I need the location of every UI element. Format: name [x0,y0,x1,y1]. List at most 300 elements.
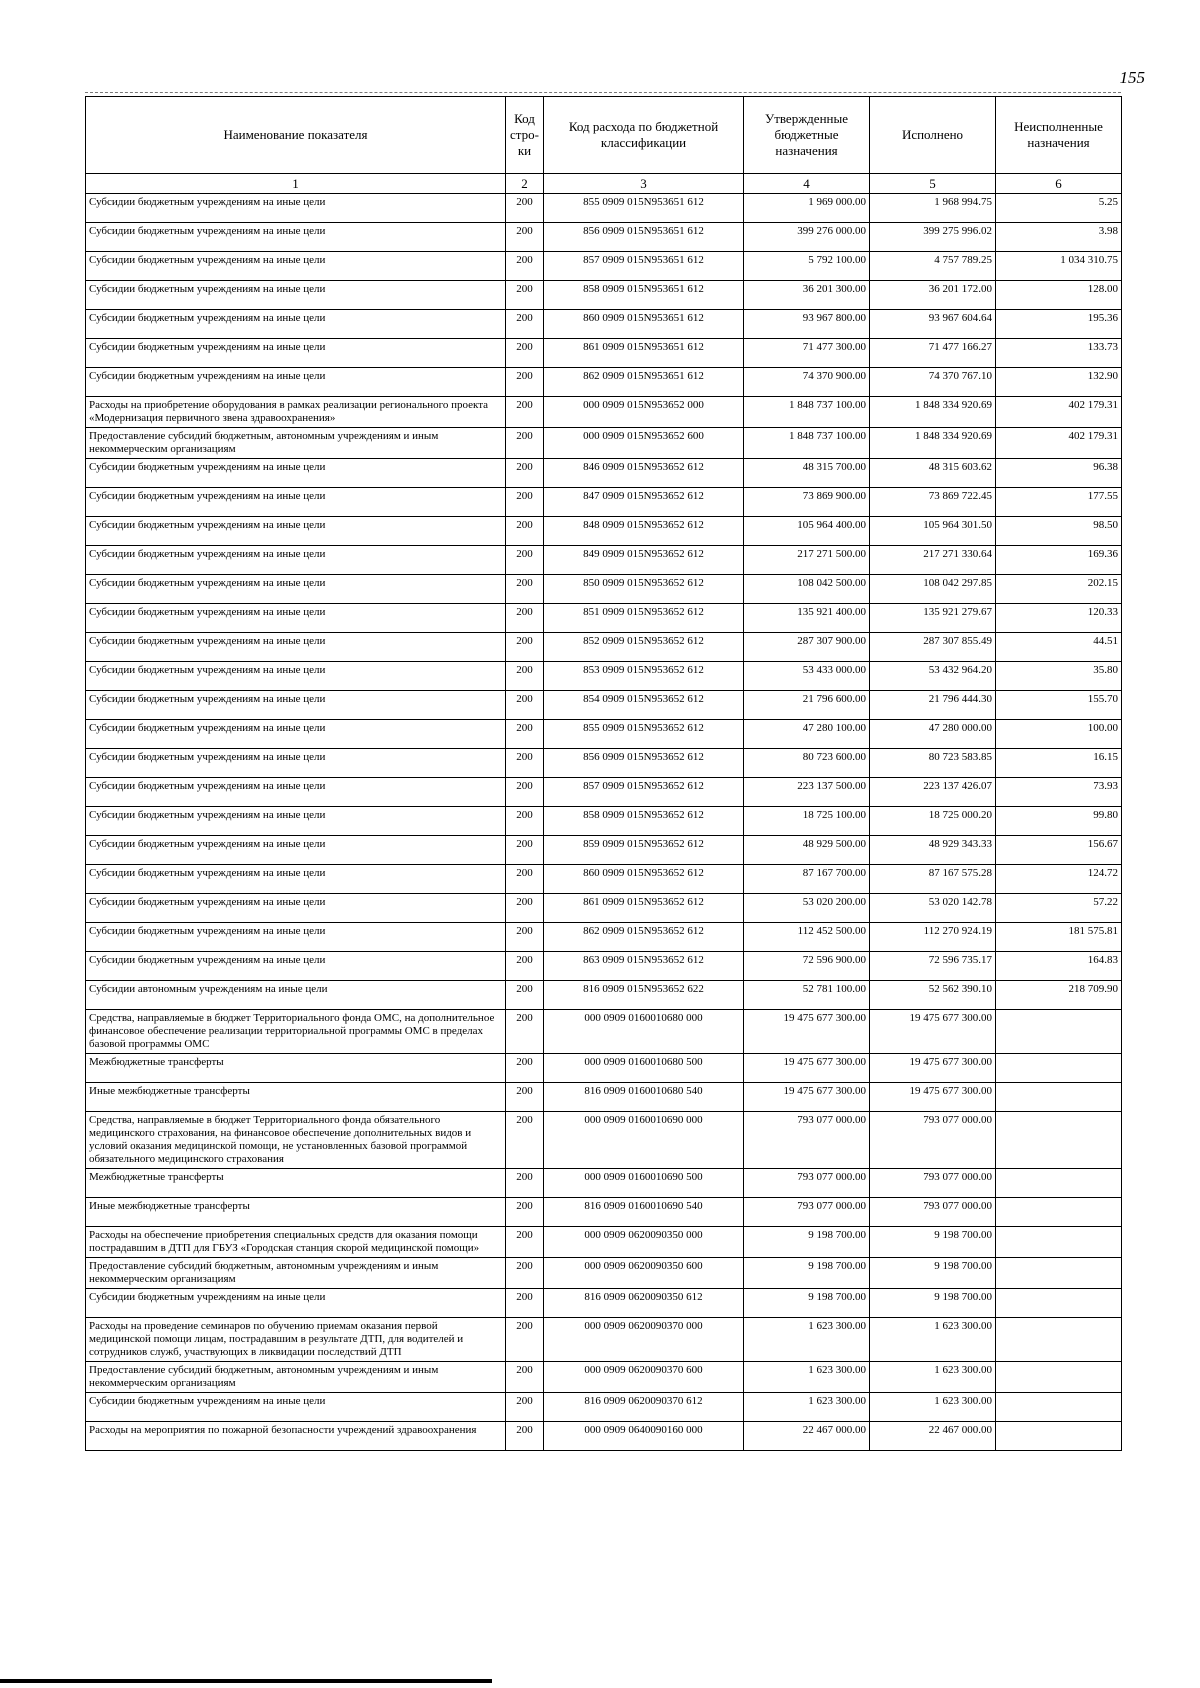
row-executed-amount: 105 964 301.50 [870,517,996,546]
row-unexecuted-amount: 1 034 310.75 [996,252,1122,281]
row-unexecuted-amount [996,1054,1122,1083]
row-indicator-name: Межбюджетные трансферты [86,1169,506,1198]
row-indicator-name: Субсидии бюджетным учреждениям на иные цели [86,459,506,488]
header-line-code: Код стро-ки [506,97,544,174]
table-row [86,1227,1122,1258]
row-budget-code: 859 0909 015N953652 612 [544,836,744,865]
row-approved-amount: 36 201 300.00 [744,281,870,310]
row-approved-amount: 399 276 000.00 [744,223,870,252]
row-unexecuted-amount: 202.15 [996,575,1122,604]
table-row [86,1422,1122,1451]
header-indicator-name: Наименование показателя [86,97,506,174]
row-budget-code: 816 0909 015N953652 622 [544,981,744,1010]
row-executed-amount: 287 307 855.49 [870,633,996,662]
row-approved-amount: 48 929 500.00 [744,836,870,865]
row-unexecuted-amount: 402 179.31 [996,428,1122,459]
row-approved-amount: 5 792 100.00 [744,252,870,281]
table-row [86,546,1122,575]
row-line-code: 200 [506,1258,544,1289]
row-executed-amount: 793 077 000.00 [870,1198,996,1227]
row-executed-amount: 93 967 604.64 [870,310,996,339]
row-indicator-name: Субсидии автономным учреждениям на иные цели [86,981,506,1010]
row-unexecuted-amount: 16.15 [996,749,1122,778]
row-executed-amount: 53 020 142.78 [870,894,996,923]
row-executed-amount: 135 921 279.67 [870,604,996,633]
row-approved-amount: 18 725 100.00 [744,807,870,836]
row-unexecuted-amount: 35.80 [996,662,1122,691]
row-unexecuted-amount: 100.00 [996,720,1122,749]
row-line-code: 200 [506,310,544,339]
table-row [86,604,1122,633]
row-line-code: 200 [506,836,544,865]
row-line-code: 200 [506,546,544,575]
header-unexecuted: Неисполненные назначения [996,97,1122,174]
row-unexecuted-amount [996,1289,1122,1318]
row-budget-code: 861 0909 015N953652 612 [544,894,744,923]
row-approved-amount: 53 433 000.00 [744,662,870,691]
table-row [86,1362,1122,1393]
row-approved-amount: 73 869 900.00 [744,488,870,517]
row-approved-amount: 80 723 600.00 [744,749,870,778]
row-approved-amount: 21 796 600.00 [744,691,870,720]
column-number: 5 [870,174,996,194]
row-indicator-name: Субсидии бюджетным учреждениям на иные цели [86,1289,506,1318]
row-line-code: 200 [506,981,544,1010]
row-budget-code: 000 0909 0620090370 000 [544,1318,744,1362]
row-unexecuted-amount: 44.51 [996,633,1122,662]
row-line-code: 200 [506,281,544,310]
row-budget-code: 862 0909 015N953651 612 [544,368,744,397]
row-budget-code: 000 0909 0620090350 000 [544,1227,744,1258]
row-line-code: 200 [506,517,544,546]
row-executed-amount: 793 077 000.00 [870,1169,996,1198]
table-row [86,488,1122,517]
table-row [86,310,1122,339]
row-indicator-name: Субсидии бюджетным учреждениям на иные цели [86,749,506,778]
row-unexecuted-amount: 3.98 [996,223,1122,252]
row-approved-amount: 1 848 737 100.00 [744,397,870,428]
row-indicator-name: Иные межбюджетные трансферты [86,1083,506,1112]
row-unexecuted-amount [996,1010,1122,1054]
row-approved-amount: 22 467 000.00 [744,1422,870,1451]
table-row [86,691,1122,720]
row-line-code: 200 [506,1362,544,1393]
row-unexecuted-amount: 156.67 [996,836,1122,865]
page-number: 155 [1119,68,1145,87]
row-line-code: 200 [506,952,544,981]
row-approved-amount: 135 921 400.00 [744,604,870,633]
budget-execution-table [85,96,1122,1451]
row-executed-amount: 74 370 767.10 [870,368,996,397]
row-executed-amount: 1 848 334 920.69 [870,428,996,459]
row-executed-amount: 1 968 994.75 [870,194,996,223]
row-budget-code: 857 0909 015N953651 612 [544,252,744,281]
row-budget-code: 858 0909 015N953651 612 [544,281,744,310]
header-approved: Утвержденные бюджетные назначения [744,97,870,174]
table-row [86,1393,1122,1422]
row-line-code: 200 [506,720,544,749]
row-budget-code: 816 0909 0160010690 540 [544,1198,744,1227]
row-line-code: 200 [506,1169,544,1198]
row-line-code: 200 [506,488,544,517]
row-budget-code: 847 0909 015N953652 612 [544,488,744,517]
row-budget-code: 851 0909 015N953652 612 [544,604,744,633]
table-row [86,1054,1122,1083]
table-row [86,807,1122,836]
row-budget-code: 856 0909 015N953651 612 [544,223,744,252]
row-executed-amount: 21 796 444.30 [870,691,996,720]
row-approved-amount: 1 623 300.00 [744,1318,870,1362]
row-line-code: 200 [506,1393,544,1422]
row-approved-amount: 1 623 300.00 [744,1393,870,1422]
row-line-code: 200 [506,923,544,952]
row-indicator-name: Субсидии бюджетным учреждениям на иные цели [86,575,506,604]
row-executed-amount: 48 315 603.62 [870,459,996,488]
row-indicator-name: Субсидии бюджетным учреждениям на иные цели [86,281,506,310]
row-budget-code: 854 0909 015N953652 612 [544,691,744,720]
row-budget-code: 000 0909 0620090350 600 [544,1258,744,1289]
row-executed-amount: 793 077 000.00 [870,1112,996,1169]
table-row [86,981,1122,1010]
row-line-code: 200 [506,662,544,691]
row-unexecuted-amount [996,1198,1122,1227]
row-line-code: 200 [506,1198,544,1227]
row-executed-amount: 1 623 300.00 [870,1393,996,1422]
row-executed-amount: 36 201 172.00 [870,281,996,310]
row-indicator-name: Субсидии бюджетным учреждениям на иные цели [86,691,506,720]
row-line-code: 200 [506,1054,544,1083]
row-indicator-name: Субсидии бюджетным учреждениям на иные цели [86,836,506,865]
row-budget-code: 000 0909 0160010690 000 [544,1112,744,1169]
row-indicator-name: Средства, направляемые в бюджет Территориального фонда ОМС, на дополнительное финансовое обеспечение реализации территориальной программы ОМС в пределах базовой программы ОМС [86,1010,506,1054]
row-executed-amount: 399 275 996.02 [870,223,996,252]
row-budget-code: 849 0909 015N953652 612 [544,546,744,575]
row-unexecuted-amount [996,1112,1122,1169]
row-approved-amount: 87 167 700.00 [744,865,870,894]
row-indicator-name: Средства, направляемые в бюджет Территориального фонда обязательного медицинского страхования, на финансовое обеспечение дополнительных видов и условий оказания медицинской помощи, не установленных базовой программой обязательного медицинского страхования [86,1112,506,1169]
row-budget-code: 852 0909 015N953652 612 [544,633,744,662]
row-unexecuted-amount: 96.38 [996,459,1122,488]
row-line-code: 200 [506,1083,544,1112]
row-approved-amount: 71 477 300.00 [744,339,870,368]
row-budget-code: 000 0909 015N953652 600 [544,428,744,459]
row-unexecuted-amount: 73.93 [996,778,1122,807]
row-executed-amount: 9 198 700.00 [870,1227,996,1258]
row-executed-amount: 22 467 000.00 [870,1422,996,1451]
row-budget-code: 855 0909 015N953652 612 [544,720,744,749]
row-indicator-name: Субсидии бюджетным учреждениям на иные цели [86,778,506,807]
row-line-code: 200 [506,459,544,488]
row-indicator-name: Предоставление субсидий бюджетным, автономным учреждениям и иным некоммерческим организациям [86,1258,506,1289]
row-approved-amount: 105 964 400.00 [744,517,870,546]
table-row [86,720,1122,749]
bottom-line [0,1679,492,1683]
row-budget-code: 850 0909 015N953652 612 [544,575,744,604]
header-row [86,97,1122,174]
row-unexecuted-amount: 57.22 [996,894,1122,923]
row-indicator-name: Предоставление субсидий бюджетным, автономным учреждениям и иным некоммерческим организациям [86,1362,506,1393]
row-budget-code: 000 0909 0640090160 000 [544,1422,744,1451]
row-executed-amount: 9 198 700.00 [870,1289,996,1318]
table-row [86,1010,1122,1054]
table-row [86,633,1122,662]
row-line-code: 200 [506,865,544,894]
row-executed-amount: 217 271 330.64 [870,546,996,575]
row-budget-code: 000 0909 0160010680 500 [544,1054,744,1083]
row-indicator-name: Субсидии бюджетным учреждениям на иные цели [86,546,506,575]
row-line-code: 200 [506,339,544,368]
row-unexecuted-amount: 128.00 [996,281,1122,310]
row-line-code: 200 [506,894,544,923]
row-approved-amount: 9 198 700.00 [744,1227,870,1258]
row-line-code: 200 [506,194,544,223]
table-row [86,575,1122,604]
row-budget-code: 816 0909 0160010680 540 [544,1083,744,1112]
row-unexecuted-amount: 120.33 [996,604,1122,633]
table-row [86,368,1122,397]
row-executed-amount: 1 848 334 920.69 [870,397,996,428]
row-executed-amount: 73 869 722.45 [870,488,996,517]
row-line-code: 200 [506,575,544,604]
row-executed-amount: 80 723 583.85 [870,749,996,778]
row-line-code: 200 [506,807,544,836]
row-approved-amount: 793 077 000.00 [744,1169,870,1198]
row-line-code: 200 [506,778,544,807]
row-budget-code: 000 0909 0160010680 000 [544,1010,744,1054]
table-row [86,1198,1122,1227]
row-approved-amount: 19 475 677 300.00 [744,1054,870,1083]
top-rule [85,92,1121,93]
header-executed: Исполнено [870,97,996,174]
table-row [86,836,1122,865]
table-row [86,662,1122,691]
row-approved-amount: 19 475 677 300.00 [744,1010,870,1054]
row-executed-amount: 223 137 426.07 [870,778,996,807]
row-line-code: 200 [506,1227,544,1258]
row-executed-amount: 1 623 300.00 [870,1318,996,1362]
column-number: 4 [744,174,870,194]
row-approved-amount: 793 077 000.00 [744,1112,870,1169]
table-row [86,223,1122,252]
table-row [86,894,1122,923]
row-unexecuted-amount: 402 179.31 [996,397,1122,428]
row-budget-code: 000 0909 015N953652 000 [544,397,744,428]
row-budget-code: 853 0909 015N953652 612 [544,662,744,691]
table-row [86,749,1122,778]
row-executed-amount: 72 596 735.17 [870,952,996,981]
row-unexecuted-amount [996,1422,1122,1451]
table-row [86,952,1122,981]
row-executed-amount: 53 432 964.20 [870,662,996,691]
row-unexecuted-amount: 155.70 [996,691,1122,720]
column-number-row [86,174,1122,194]
row-executed-amount: 19 475 677 300.00 [870,1083,996,1112]
row-unexecuted-amount [996,1258,1122,1289]
row-budget-code: 858 0909 015N953652 612 [544,807,744,836]
row-unexecuted-amount [996,1318,1122,1362]
row-indicator-name: Субсидии бюджетным учреждениям на иные цели [86,223,506,252]
row-approved-amount: 48 315 700.00 [744,459,870,488]
table-row [86,428,1122,459]
row-executed-amount: 19 475 677 300.00 [870,1054,996,1083]
row-indicator-name: Субсидии бюджетным учреждениям на иные цели [86,310,506,339]
row-unexecuted-amount: 218 709.90 [996,981,1122,1010]
row-indicator-name: Расходы на мероприятия по пожарной безопасности учреждений здравоохранения [86,1422,506,1451]
row-executed-amount: 4 757 789.25 [870,252,996,281]
row-approved-amount: 287 307 900.00 [744,633,870,662]
row-executed-amount: 18 725 000.20 [870,807,996,836]
row-unexecuted-amount [996,1169,1122,1198]
table-row [86,339,1122,368]
row-executed-amount: 112 270 924.19 [870,923,996,952]
table-row [86,1258,1122,1289]
table-row [86,252,1122,281]
row-indicator-name: Субсидии бюджетным учреждениям на иные цели [86,807,506,836]
row-approved-amount: 1 623 300.00 [744,1362,870,1393]
table-row [86,923,1122,952]
row-indicator-name: Субсидии бюджетным учреждениям на иные цели [86,252,506,281]
row-indicator-name: Субсидии бюджетным учреждениям на иные цели [86,488,506,517]
row-unexecuted-amount [996,1227,1122,1258]
row-indicator-name: Субсидии бюджетным учреждениям на иные цели [86,633,506,662]
header-budget-classification-code: Код расхода по бюджетной классификации [544,97,744,174]
row-unexecuted-amount: 98.50 [996,517,1122,546]
column-number: 2 [506,174,544,194]
row-unexecuted-amount: 177.55 [996,488,1122,517]
row-budget-code: 000 0909 0160010690 500 [544,1169,744,1198]
row-indicator-name: Субсидии бюджетным учреждениям на иные цели [86,952,506,981]
row-unexecuted-amount: 124.72 [996,865,1122,894]
row-unexecuted-amount [996,1393,1122,1422]
row-approved-amount: 9 198 700.00 [744,1289,870,1318]
table-row [86,1112,1122,1169]
row-executed-amount: 87 167 575.28 [870,865,996,894]
table-row [86,517,1122,546]
table-body [86,194,1122,1451]
row-indicator-name: Предоставление субсидий бюджетным, автономным учреждениям и иным некоммерческим организациям [86,428,506,459]
row-budget-code: 860 0909 015N953651 612 [544,310,744,339]
row-executed-amount: 48 929 343.33 [870,836,996,865]
row-budget-code: 861 0909 015N953651 612 [544,339,744,368]
row-line-code: 200 [506,1112,544,1169]
row-line-code: 200 [506,368,544,397]
row-line-code: 200 [506,749,544,778]
row-executed-amount: 52 562 390.10 [870,981,996,1010]
column-number: 3 [544,174,744,194]
row-indicator-name: Расходы на приобретение оборудования в рамках реализации регионального проекта «Модернизация первичного звена здравоохранения» [86,397,506,428]
table-row [86,865,1122,894]
table-row [86,1289,1122,1318]
row-unexecuted-amount: 5.25 [996,194,1122,223]
row-indicator-name: Субсидии бюджетным учреждениям на иные цели [86,923,506,952]
row-indicator-name: Субсидии бюджетным учреждениям на иные цели [86,194,506,223]
table-row [86,459,1122,488]
row-unexecuted-amount: 164.83 [996,952,1122,981]
row-executed-amount: 71 477 166.27 [870,339,996,368]
row-approved-amount: 93 967 800.00 [744,310,870,339]
row-line-code: 200 [506,1010,544,1054]
row-approved-amount: 793 077 000.00 [744,1198,870,1227]
row-line-code: 200 [506,223,544,252]
row-approved-amount: 1 848 737 100.00 [744,428,870,459]
row-line-code: 200 [506,691,544,720]
row-budget-code: 816 0909 0620090370 612 [544,1393,744,1422]
row-approved-amount: 52 781 100.00 [744,981,870,1010]
table-row [86,1169,1122,1198]
row-line-code: 200 [506,604,544,633]
row-indicator-name: Межбюджетные трансферты [86,1054,506,1083]
row-executed-amount: 1 623 300.00 [870,1362,996,1393]
table-row [86,281,1122,310]
table-row [86,778,1122,807]
row-budget-code: 856 0909 015N953652 612 [544,749,744,778]
row-indicator-name: Субсидии бюджетным учреждениям на иные цели [86,517,506,546]
row-approved-amount: 19 475 677 300.00 [744,1083,870,1112]
row-approved-amount: 72 596 900.00 [744,952,870,981]
row-indicator-name: Иные межбюджетные трансферты [86,1198,506,1227]
row-unexecuted-amount: 132.90 [996,368,1122,397]
row-executed-amount: 47 280 000.00 [870,720,996,749]
row-approved-amount: 9 198 700.00 [744,1258,870,1289]
row-approved-amount: 108 042 500.00 [744,575,870,604]
row-approved-amount: 74 370 900.00 [744,368,870,397]
row-executed-amount: 108 042 297.85 [870,575,996,604]
row-line-code: 200 [506,1289,544,1318]
row-line-code: 200 [506,1318,544,1362]
row-approved-amount: 217 271 500.00 [744,546,870,575]
row-budget-code: 848 0909 015N953652 612 [544,517,744,546]
row-budget-code: 000 0909 0620090370 600 [544,1362,744,1393]
row-indicator-name: Субсидии бюджетным учреждениям на иные цели [86,865,506,894]
row-line-code: 200 [506,633,544,662]
row-unexecuted-amount: 133.73 [996,339,1122,368]
row-unexecuted-amount: 169.36 [996,546,1122,575]
row-indicator-name: Расходы на обеспечение приобретения специальных средств для оказания помощи пострадавшим в ДТП для ГБУЗ «Городская станция скорой медицинской помощи» [86,1227,506,1258]
row-budget-code: 860 0909 015N953652 612 [544,865,744,894]
table-row [86,194,1122,223]
row-budget-code: 855 0909 015N953651 612 [544,194,744,223]
row-unexecuted-amount: 181 575.81 [996,923,1122,952]
row-executed-amount: 9 198 700.00 [870,1258,996,1289]
row-unexecuted-amount [996,1362,1122,1393]
row-indicator-name: Субсидии бюджетным учреждениям на иные цели [86,368,506,397]
row-approved-amount: 53 020 200.00 [744,894,870,923]
row-budget-code: 862 0909 015N953652 612 [544,923,744,952]
row-indicator-name: Субсидии бюджетным учреждениям на иные цели [86,720,506,749]
table-row [86,397,1122,428]
row-indicator-name: Субсидии бюджетным учреждениям на иные цели [86,1393,506,1422]
row-indicator-name: Субсидии бюджетным учреждениям на иные цели [86,604,506,633]
row-line-code: 200 [506,1422,544,1451]
row-indicator-name: Субсидии бюджетным учреждениям на иные цели [86,662,506,691]
row-approved-amount: 112 452 500.00 [744,923,870,952]
row-approved-amount: 1 969 000.00 [744,194,870,223]
row-budget-code: 846 0909 015N953652 612 [544,459,744,488]
row-unexecuted-amount: 195.36 [996,310,1122,339]
row-line-code: 200 [506,252,544,281]
column-number: 1 [86,174,506,194]
row-budget-code: 857 0909 015N953652 612 [544,778,744,807]
row-line-code: 200 [506,428,544,459]
row-unexecuted-amount [996,1083,1122,1112]
row-line-code: 200 [506,397,544,428]
table-row [86,1318,1122,1362]
row-indicator-name: Субсидии бюджетным учреждениям на иные цели [86,339,506,368]
table-row [86,1083,1122,1112]
row-unexecuted-amount: 99.80 [996,807,1122,836]
row-executed-amount: 19 475 677 300.00 [870,1010,996,1054]
row-approved-amount: 223 137 500.00 [744,778,870,807]
